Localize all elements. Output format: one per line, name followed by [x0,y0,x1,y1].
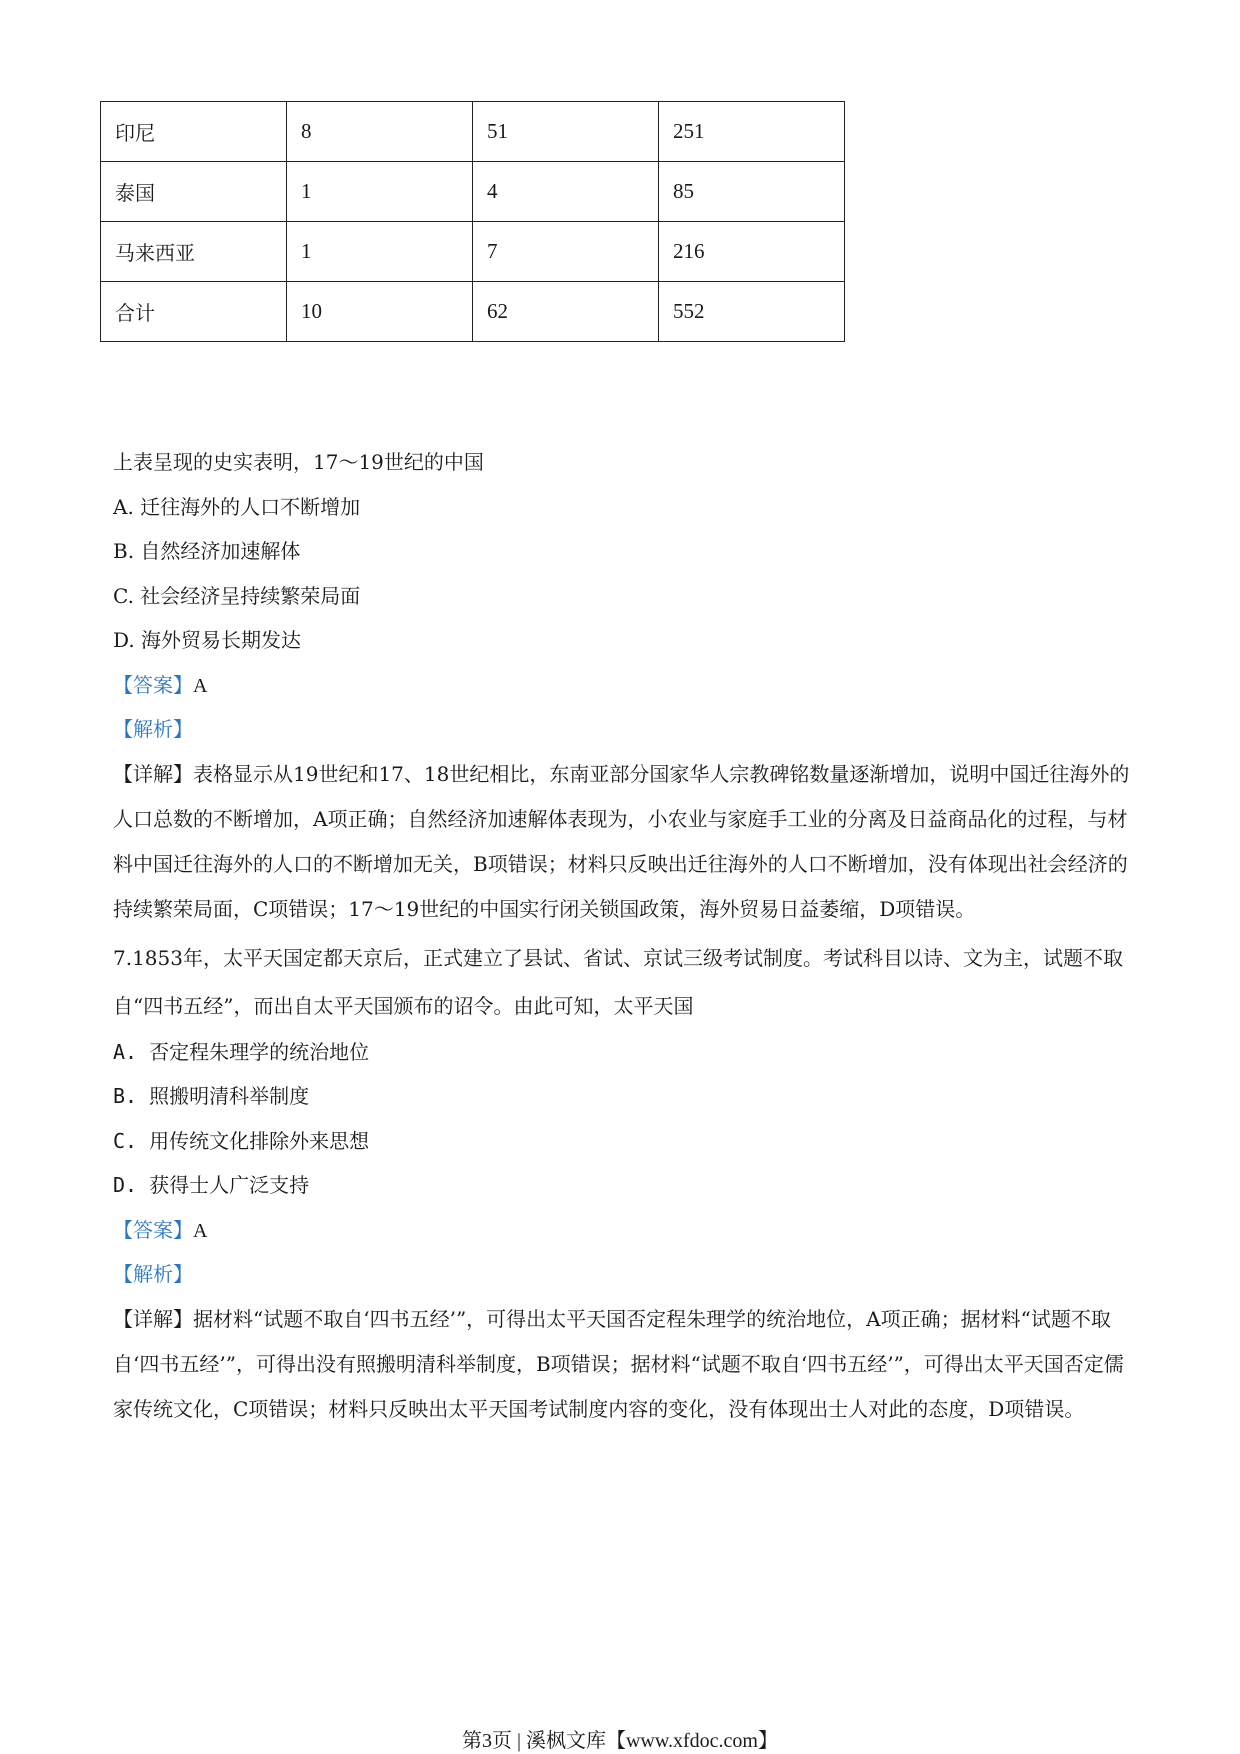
answer-label: 【答案】 [113,672,193,697]
table-cell: 62 [473,282,659,342]
table-cell: 85 [659,162,845,222]
detail-text: 据材料“试题不取自‘四书五经’”，可得出太平天国否定程朱理学的统治地位，A项正确；据材料“试题不取自‘四书五经’”，可得出没有照搬明清科举制度，B项错误；据材料“试题不取自‘四书五经’”，可得出太平天国否定儒家传统文化，C项错误；材料只反映出太平天国考试制度内容的变化，没有体现出士人对此的态度，D项错误。 [113,1306,1124,1421]
detail-label: 【详解】 [113,761,193,786]
q7-stem: 7.1853年，太平天国定都天京后，正式建立了县试、省试、京试三级考试制度。考试科目以诗、文为主，试题不取自“四书五经”，而出自太平天国颁布的诏令。由此可知，太平天国 [113,945,1123,1018]
table-cell: 7 [473,222,659,282]
question-content [113,440,1143,1432]
answer-value: A [193,674,208,697]
q7-analysis-label: 【解析】 [113,1262,193,1286]
q6-stem: 上表呈现的史实表明，17～19世纪的中国 [113,450,484,474]
q6-option-b: B. 自然经济加速解体 [113,539,301,563]
table-row [101,282,845,342]
q7-detail [113,1297,1143,1432]
q6-option-a: A. 迁往海外的人口不断增加 [113,494,361,519]
table-cell: 马来西亚 [101,222,287,282]
table-cell: 552 [659,282,845,342]
q6-detail [113,752,1143,932]
q7-option-b: B. 照搬明清科举制度 [113,1084,310,1108]
table-cell: 泰国 [101,162,287,222]
q7-option-d: D. 获得士人广泛支持 [113,1173,310,1197]
detail-label: 【详解】 [113,1306,193,1331]
table-cell: 216 [659,222,845,282]
page-footer: 第3页 | 溪枫文库【www.xfdoc.com】 [461,1730,778,1752]
q7-option-c: C. 用传统文化排除外来思想 [113,1128,370,1153]
table-cell: 1 [287,162,473,222]
answer-value: A [193,1219,208,1242]
data-table [100,101,845,342]
table-cell: 合计 [101,282,287,342]
table-cell: 10 [287,282,473,342]
q7-option-a: A. 否定程朱理学的统治地位 [113,1039,370,1064]
q6-option-c: C. 社会经济呈持续繁荣局面 [113,583,361,608]
q7-answer [113,1208,1143,1253]
q6-option-d: D. 海外贸易长期发达 [113,628,302,652]
answer-label: 【答案】 [113,1217,193,1242]
table-cell: 4 [473,162,659,222]
table-row [101,222,845,282]
table-cell: 8 [287,102,473,162]
table-cell: 51 [473,102,659,162]
table-row [101,102,845,162]
table-cell: 印尼 [101,102,287,162]
q6-analysis-label: 【解析】 [113,717,193,741]
table-row [101,162,845,222]
q6-answer [113,663,1143,708]
detail-text: 表格显示从19世纪和17、18世纪相比，东南亚部分国家华人宗教碑铭数量逐渐增加，说明中国迁往海外的人口总数的不断增加，A项正确；自然经济加速解体表现为，小农业与家庭手工业的分离及日益商品化的过程，与材料中国迁往海外的人口的不断增加无关，B项错误；材料只反映出迁往海外的人口不断增加，没有体现出社会经济的持续繁荣局面，C项错误；17～19世纪的中国实行闭关锁国政策，海外贸易日益萎缩，D项错误。 [113,761,1130,921]
table-cell: 251 [659,102,845,162]
table-cell: 1 [287,222,473,282]
